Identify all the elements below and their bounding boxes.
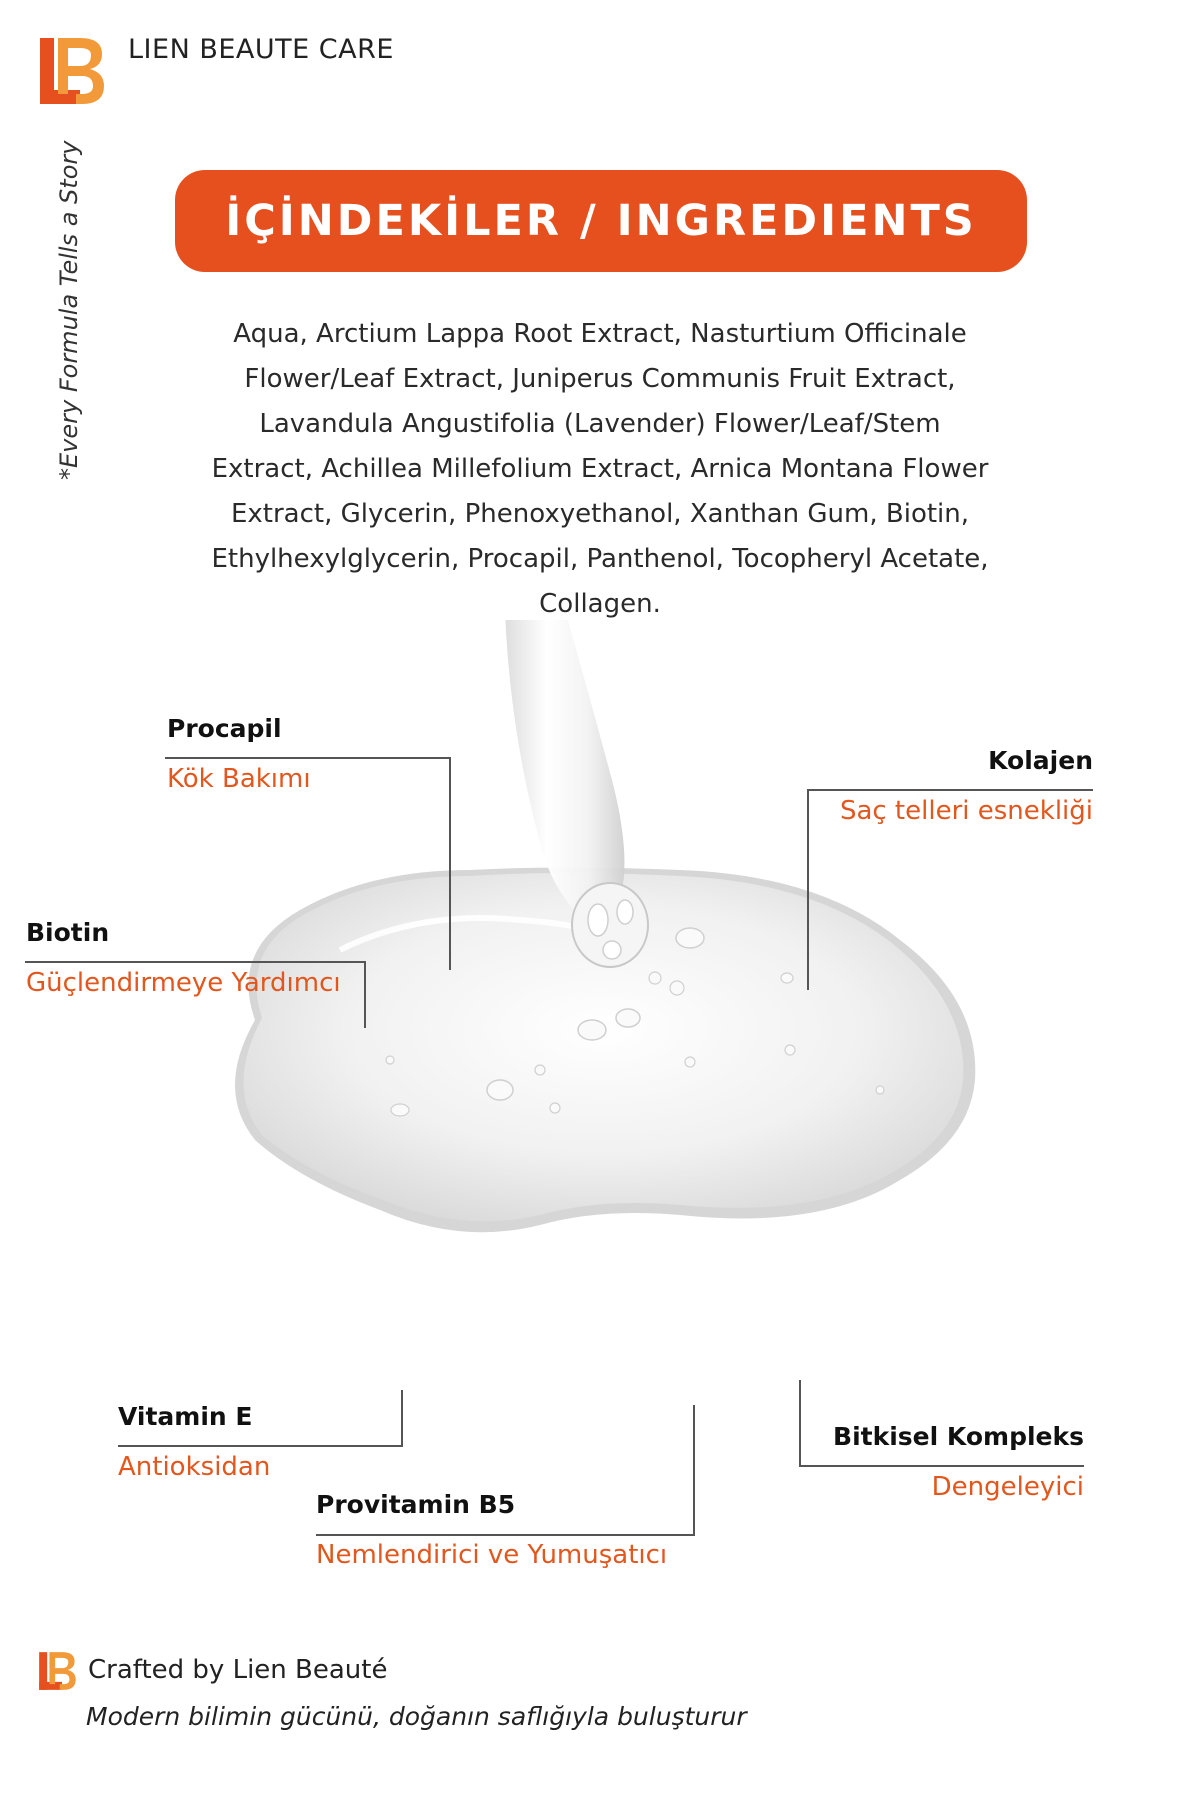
callout-biotin-desc: Güçlendirmeye Yardımcı [26,968,341,998]
callout-kolajen-name: Kolajen [988,746,1093,775]
ingredients-list [170,312,1030,627]
callout-provitamin-b5-name: Provitamin B5 [316,1490,516,1519]
lb-monogram-icon [38,1651,78,1691]
callout-biotin-name: Biotin [26,918,110,947]
ingredients-line: Aqua, Arctium Lappa Root Extract, Nasturtium Officinale [233,319,967,349]
callout-bitkisel-desc: Dengeleyici [931,1472,1084,1502]
gel-drop-illustration [0,620,1200,1440]
ingredients-line: Lavandula Angustifolia (Lavender) Flower/Leaf/Stem [259,409,941,439]
ingredients-line: Extract, Glycerin, Phenoxyethanol, Xanthan Gum, Biotin, [230,499,970,529]
footer-crafted-by: Crafted by Lien Beauté [88,1655,388,1685]
footer-slogan: Modern bilimin gücünü, doğanın saflığıyla buluşturur [86,1702,747,1731]
ingredients-line: Flower/Leaf Extract, Juniperus Communis Fruit Extract, [244,364,956,394]
ingredients-line: Extract, Achillea Millefolium Extract, Arnica Montana Flower [211,454,989,484]
callout-vitamin-e-name: Vitamin E [118,1402,253,1431]
ingredients-title: İÇİNDEKİLER / INGREDIENTS [225,196,977,246]
callout-procapil-desc: Kök Bakımı [167,764,311,794]
callout-bitkisel-name: Bitkisel Kompleks [833,1422,1084,1451]
brand-tagline: *Every Formula Tells a Story [55,140,83,480]
lb-monogram-icon [38,36,108,106]
callout-vitamin-e-desc: Antioksidan [118,1452,271,1482]
brand-name: LIEN BEAUTE CARE [128,34,394,65]
ingredients-line: Collagen. [539,589,661,619]
ingredients-title-banner [175,170,1027,272]
ingredients-line: Ethylhexylglycerin, Procapil, Panthenol, Tocopheryl Acetate, [211,544,989,574]
callout-provitamin-b5-desc: Nemlendirici ve Yumuşatıcı [316,1540,668,1570]
callout-procapil-name: Procapil [167,714,282,743]
callout-kolajen-desc: Saç telleri esnekliği [839,796,1093,826]
